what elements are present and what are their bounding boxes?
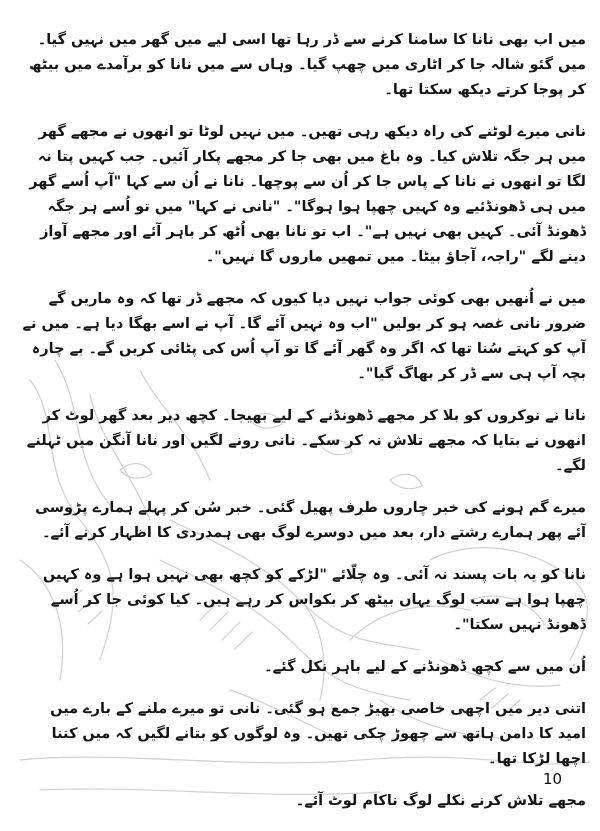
paragraph: میرے گم ہونے کی خبر چاروں طرف پھیل گئی۔ خبر سُن کر پہلے ہمارے پڑوسی آئے پھر ہمارے رشتے دار، بعد میں دوسرے لوگ بھی ہمدردی کا اظہار کرنے آئے۔ (35, 500, 586, 541)
story-text (18, 28, 586, 831)
paragraph: اتنی دیر میں اچھی خاصی بھیڑ جمع ہو گئی۔ نانی تو میرے ملنے کے بارے میں امید کا دامن ہاتھ سے چھوڑ چکی تھیں۔ وہ لوگوں کو بتانے لگیں کہ میں کتنا اچھا لڑکا تھا۔ (50, 701, 586, 767)
paragraph: مجھے تلاش کرنے نکلے لوگ ناکام لوٹ آئے۔ (295, 793, 586, 809)
paragraph: میں اب بھی نانا کا سامنا کرنے سے ڈر رہا تھا اسی لیے میں گھر میں نہیں گیا۔ میں گئو شالہ جا کر اٹاری میں چھپ گیا۔ وہاں سے میں نانا کو برآمدے میں بیٹھ کر پوجا کرتے دیکھ سکتا تھا۔ (29, 32, 586, 98)
paragraph: اُن میں سے کچھ ڈھونڈنے کے لیے باہر نکل گئے۔ (264, 659, 586, 675)
paragraph: نانی میرے لوٹنے کی راہ دیکھ رہی تھیں۔ میں نہیں لوٹا تو انھوں نے مجھے گھر میں ہر جگہ تلاش کیا۔ وہ باغ میں بھی جا کر مجھے پکار آئیں۔ جب کہیں پتا نہ لگا تو انھوں نے نانا کے پاس جا کر اُن سے پوچھا۔ نانا نے اُن سے کہا "آپ اُسے گھر میں ہی ڈھونڈئیے وہ کہیں چھپا ہوا ہوگا"۔ "نانی نے کہا" میں تو اُسے ہر جگہ ڈھونڈ آئی۔ کہیں بھی نہیں ہے"۔ اب تو نانا بھی اُٹھ کر باہر آئے اور مجھے آواز دینے لگے "راجہ، آجاؤ بیٹا۔ میں تمھیں ماروں گا نہیں"۔ (29, 124, 586, 265)
paragraph: نانا نے نوکروں کو بلا کر مجھے ڈھونڈنے کے لیے بھیجا۔ کچھ دیر بعد گھر لوٹ کر انھوں نے بتایا کہ مجھے تلاش نہ کر سکے۔ نانی رونے لگیں اور نانا آنگن میں ٹہلنے لگے۔ (26, 408, 586, 474)
page-number: 10 (543, 770, 563, 788)
paragraph: نانا کو یہ بات پسند نہ آئی۔ وہ چلّائے "لڑکے کو کچھ بھی نہیں ہوا ہے وہ کہیں چھپا ہوا ہے سب لوگ یہاں بیٹھ کر بکواس کر رہے ہیں۔ کیا کوئی جا کر اُسے ڈھونڈ نہیں سکتا"۔ (42, 567, 586, 633)
paragraph: میں نے اُنھیں بھی کوئی جواب نہیں دیا کیوں کہ مجھے ڈر تھا کہ وہ ماریں گے ضرور نانی غصہ ہو کر بولیں "اب وہ نہیں آئے گا۔ آپ نے اسے بھگا دیا ہے۔ میں نے آپ کو کہتے سُنا تھا کہ اگر وہ گھر آئے گا تو آپ اُس کی پٹائی کریں گے۔ بے چارہ بچہ آپ ہی سے ڈر کر بھاگ گیا"۔ (22, 291, 586, 382)
